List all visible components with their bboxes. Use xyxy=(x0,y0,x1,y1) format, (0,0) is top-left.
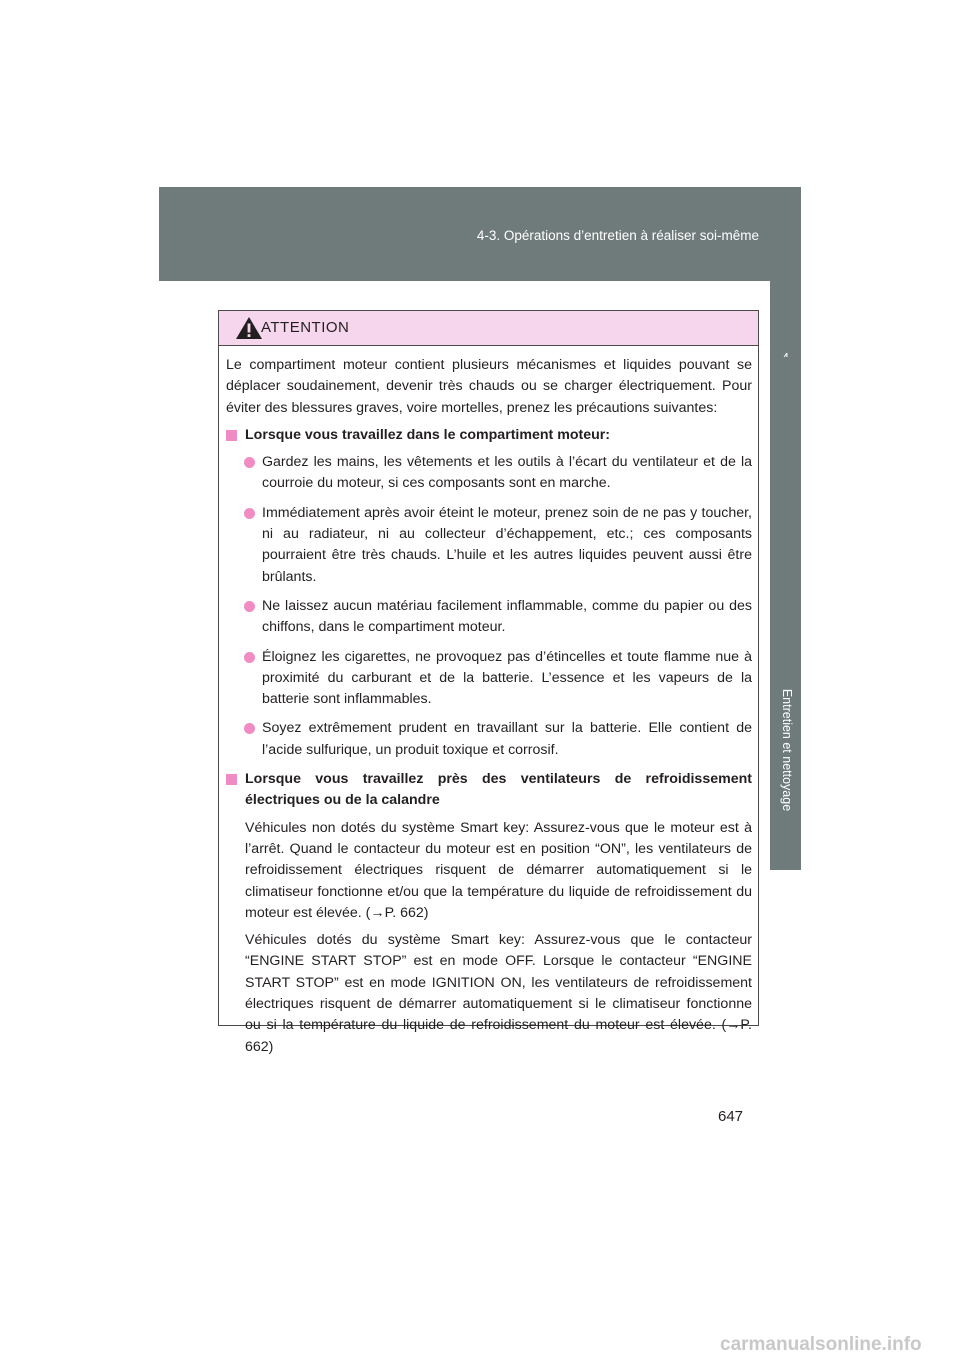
circle-bullet-icon xyxy=(244,723,255,734)
warning-box xyxy=(218,310,759,1055)
circle-bullet-icon xyxy=(244,457,255,468)
list-item xyxy=(226,452,752,495)
paragraph: Véhicules non dotés du système Smart key: Assurez-vous que le moteur est à l’arrêt. Quand le contacteur du moteur est en position “ON”, les ventilateurs de refroidissement électriques risquent de démarrer automatiquement si le climatiseur fonctionne et/ou que la température du liquide de refroidissement du moteur est élevée. (→P. 662) xyxy=(245,819,752,921)
section-heading-text: Lorsque vous travaillez dans le compartiment moteur: xyxy=(245,426,611,443)
list-item-text: Ne laissez aucun matériau facilement inflammable, comme du papier ou des chiffons, dans le compartiment moteur. xyxy=(262,597,752,636)
chapter-tab xyxy=(770,281,801,357)
section-heading-text: Lorsque vous travaillez près des ventilateurs de refroidissement électriques ou de la calandre xyxy=(245,771,752,809)
square-bullet-icon xyxy=(226,430,237,441)
paragraph: Véhicules dotés du système Smart key: Assurez-vous que le contacteur “ENGINE START STOP” est en mode OFF. Lorsque le contacteur “ENGINE START STOP” est en mode IGNITION ON, les ventilateurs de refroidissement électriques risquent de démarrer automatiquement si le climatiseur fonctionne ou si la température du liquide de refroidissement du moteur est élevée. (→P. 662) xyxy=(245,932,752,1055)
circle-bullet-icon xyxy=(244,652,255,663)
section-heading xyxy=(226,769,752,812)
list-item xyxy=(226,647,752,711)
list-item xyxy=(226,596,752,639)
list-item-text: Gardez les mains, les vêtements et les outils à l’écart du ventilateur et de la courroie du moteur, si ces composants sont en marche. xyxy=(262,454,752,492)
square-bullet-icon xyxy=(226,774,237,785)
page-number: 647 xyxy=(718,1108,744,1125)
warning-title: ATTENTION xyxy=(261,319,350,336)
watermark: carmanualsonline.info xyxy=(720,1334,922,1355)
warning-triangle-icon xyxy=(235,316,263,340)
list-item xyxy=(226,718,752,761)
warning-intro: Le compartiment moteur contient plusieurs mécanismes et liquides pouvant se déplacer soudainement, devenir très chauds ou se charger électriquement. Pour éviter des blessures graves, voire mortelles, prenez les précautions suivantes: xyxy=(226,357,752,416)
chapter-label: Entretien et nettoyage xyxy=(780,688,794,812)
section-title: 4-3. Opérations d’entretien à réaliser soi-même xyxy=(476,228,759,243)
circle-bullet-icon xyxy=(244,508,255,519)
circle-bullet-icon xyxy=(244,601,255,612)
section-heading xyxy=(226,425,752,446)
list-item-text: Immédiatement après avoir éteint le moteur, prenez soin de ne pas y toucher, ni au radiateur, ni au collecteur d’échappement, etc.; ces composants pourraient être très chauds. L’huile et les autres liquides peuvent aussi être brûlants. xyxy=(262,504,752,585)
warning-body xyxy=(219,346,758,1058)
list-item-text: Soyez extrêmement prudent en travaillant sur la batterie. Elle contient de l’acide sulfurique, un produit toxique et corrosif. xyxy=(262,720,752,758)
list-item-text: Éloignez les cigarettes, ne provoquez pas d’étincelles et toute flamme nue à proximité du carburant et de la batterie. L’essence et les vapeurs de la batterie sont inflammables. xyxy=(262,648,752,708)
header-band xyxy=(159,187,801,281)
list-item xyxy=(226,503,752,588)
warning-header xyxy=(219,311,758,346)
